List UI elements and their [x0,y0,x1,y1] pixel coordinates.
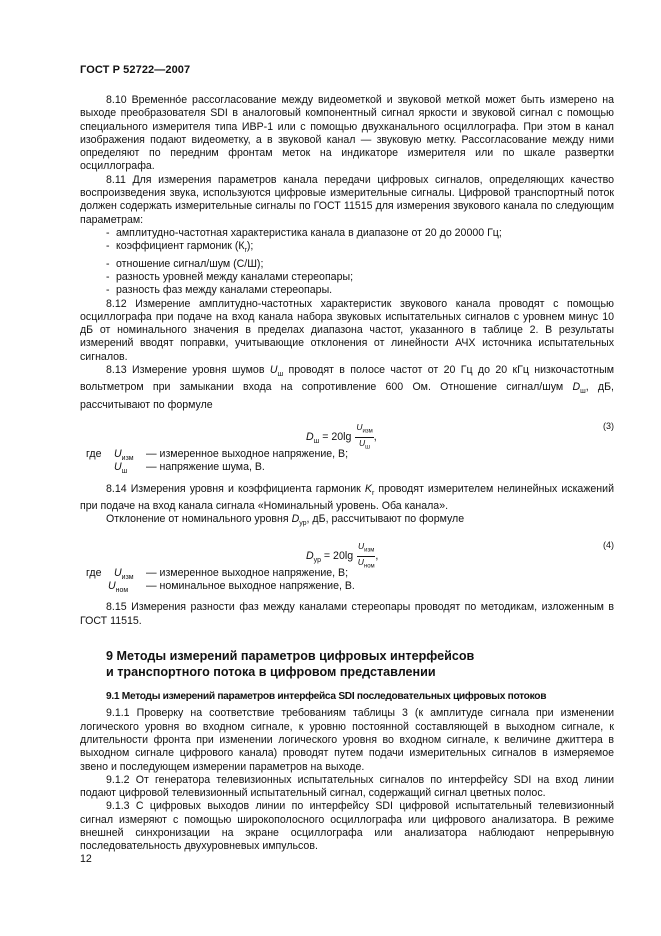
paragraph-8-12: 8.12 Измерение амплитудно-частотных характеристик звукового канала проводят с помощью осциллографа при подаче на вход канала набора звуковых испытательных сигналов с уровнем минус 10 дБ от номинального значения в пределах диапазона частот, указанного в таблице 2. В результаты измерений вводят поправки, учитывающие отклонения от линейности АЧХ источника испытательных сигналов. [80,297,614,363]
list-item: - отношение сигнал/шум (С/Ш); [106,258,614,271]
formula-number: (3) [603,421,614,432]
list-item: - амплитудно-частотная характеристика канала в диапазоне от 20 до 20000 Гц; [106,227,614,240]
page-number: 12 [80,853,92,865]
where-block-3: где $U_{изм}$ — измеренное выходное напряжение, В; $U_ш$ — напряжение шума, В. [86,448,349,476]
paragraph-8-13: 8.13 Измерение уровня шумов $U_ш$ проводят в полосе частот от 20 Гц до 20 кГц низкочастотным вольтметром при замыкании входа на сопротивление 600 Ом. Отношение сигнал/шум $D_ш$, дБ, рассчитывают по формуле [80,364,614,411]
list-item: - разность фаз между каналами стереопары. [106,284,614,297]
formula-4: $D_{ур} = 20\lg$ $\frac{U_{изм}}{U_{ном}}$ , (4) [306,539,614,570]
section-9-title: 9 Методы измерений параметров цифровых интерфейсов и транспортного потока в цифровом представлении [106,649,475,680]
formula-number: (4) [603,539,614,550]
list-item: - коэффициент гармоник $(К_r)$; [106,240,614,257]
paragraph-8-14: 8.14 Измерения уровня и коэффициента гармоник $K_r$ проводят измерителем нелинейных искажений при подаче на вход канала сигнала «Номинальный уровень. Оба канала». [80,482,614,513]
paragraph-8-15: 8.15 Измерения разности фаз между каналами стереопары проводят по методикам, изложенным в ГОСТ 11515. [80,601,614,627]
list-item: - разность уровней между каналами стереопары; [106,271,614,284]
paragraph-9-1-3: 9.1.3 С цифровых выходов линии по интерфейсу SDI цифровой испытательный телевизионный сигнал измеряют с помощью широкополосного осциллографа или цифрового анализатора. В режиме внешней синхронизации на экране осциллографа или анализатора наблюдают непрерывную последовательность двухуровневых импульсов. [80,800,614,853]
paragraph-9-1-2: 9.1.2 От генератора телевизионных испытательных сигналов по интерфейсу SDI на вход линии подают цифровой телевизионный испытательный сигнал, содержащий сигнал цветных полос. [80,773,614,800]
document-body [80,94,614,854]
formula-3: $D_ш = 20\lg$ $\frac{U_{изм}}{U_ш}$ , (3) [306,421,614,451]
paragraph-8-11: 8.11 Для измерения параметров канала передачи цифровых сигналов, определяющих качество воспроизведения звука, используются цифровые измерительные сигналы. Цифровой транспортный поток должен содержать измерительные сигналы по ГОСТ 11515 для измерения звукового канала по следующим параметрам: [80,173,614,226]
where-block-4: где $U_{изм}$ — измеренное выходное напряжение, В; $U_{ном}$ — номинальное выходное напряжение, В. [86,566,355,595]
paragraph-8-10: 8.10 Временно́е рассогласование между видеометкой и звуковой меткой может быть измерено на выходе преобразователя SDI в аналоговый компонентный сигнал яркости и звуковой сигнал с помощью специального измерителя типа ИВР-1 или с помощью двухканального осциллографа. При этом в канал изображения подают видеометку, а в звуковой канал — звуковую метку. Рассогласование между ними определяют по передним фронтам меток на индикаторе измерителя или по шкале развертки осциллографа. [80,94,614,173]
standard-header: ГОСТ Р 52722—2007 [80,64,191,76]
list-8-11 [80,227,614,298]
paragraph-8-14-deviation: Отклонение от номинального уровня $D_{ур}$, дБ, рассчитывают по формуле [106,513,465,528]
subsection-9-1-title: 9.1 Методы измерений параметров интерфейса SDI последовательных цифровых потоков [106,691,547,703]
paragraph-9-1-1: 9.1.1 Проверку на соответствие требованиям таблицы 3 (к амплитуде сигнала при изменении логического уровня во входном сигнале, к уровню постоянной составляющей в выходном сигнале, к длительности фронта при изменении логического уровня во входном сигнале, к величине джиттера в выходном сигнале цифрового канала) проводят путем подачи измерительных сигналов в измеряемое звено и последующем измерении параметров на выходе. [80,707,614,773]
